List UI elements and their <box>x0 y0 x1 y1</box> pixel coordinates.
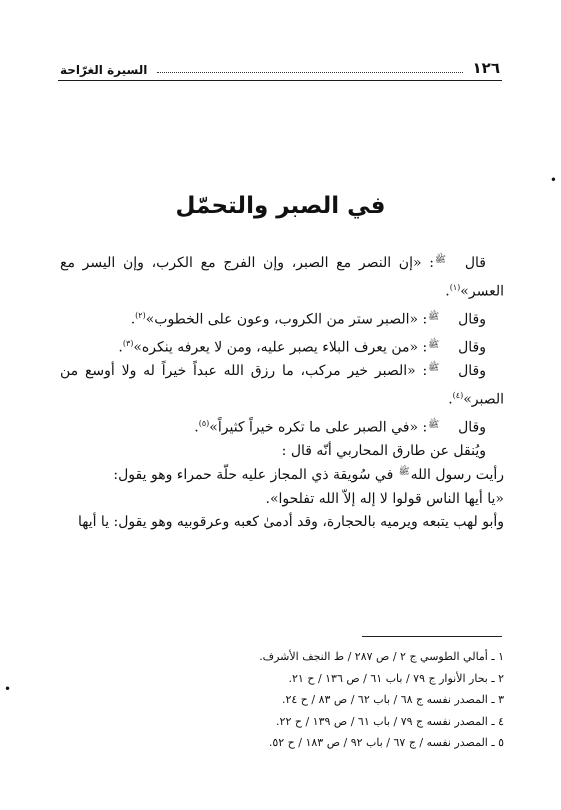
paragraph-1-quote: : «إن النصر مع الصبر، وإن الفرج مع الكرب، وإن اليسر مع العسر» <box>60 255 504 300</box>
paragraph-7 <box>60 464 504 488</box>
footnote-3: ٣ ـ المصدر نفسه ج ٦٨ / باب ٦٢ / ص ٨٣ / ح ٢٤. <box>281 693 504 706</box>
footnote-ref-1: (١) <box>449 282 461 292</box>
salutation-glyph <box>428 313 457 322</box>
paragraph-2-lead: وقال <box>458 311 486 328</box>
paragraph-4-quote: : «الصبر خير مركب، ما رزق الله عبداً خيراً له ولا أوسع من الصبر» <box>60 363 504 408</box>
book-title: السيرة الغرّاحة <box>60 63 148 77</box>
paragraph-5: وقالﷺ: «في الصبر على ما تكره خيراً كثيراً»$^{(٥)}$. <box>60 412 504 440</box>
paragraph-3-quote: : «من يعرف البلاء يصبر عليه، ومن لا يعرفه ينكره» <box>133 339 428 356</box>
paragraph-3-lead: وقال <box>458 339 486 356</box>
salutation-glyph <box>428 364 457 373</box>
footnote-ref-5: (٥) <box>198 419 210 429</box>
scan-mark-left: • <box>4 682 12 696</box>
paragraph-6: ويُنقل عن طارق المحاربي أنّه قال : <box>281 443 486 460</box>
footnote-separator <box>362 636 502 637</box>
paragraph-9: وأبو لهب يتبعه ويرميه بالحجارة، وقد أدمىٰ كعبه وعرقوبيه وهو يقول: يا أيها <box>77 514 504 531</box>
footnote-1: ١ ـ أمالي الطوسي ج ٢ / ص ٢٨٧ / ط النجف الأشرف. <box>259 650 504 663</box>
salutation-glyph <box>435 256 464 265</box>
salutation-glyph <box>399 468 410 477</box>
paragraph-5-quote: : «في الصبر على ما تكره خيراً كثيراً» <box>209 419 428 436</box>
paragraph-4: وقالﷺ: «الصبر خير مركب، ما رزق الله عبداً خيراً له ولا أوسع من الصبر»$^{(٤)}$. <box>60 360 504 412</box>
footnote-ref-4: (٤) <box>452 390 464 400</box>
paragraph-8: «يا أيها الناس قولوا لا إله إلاّ الله تفلحوا». <box>265 490 504 507</box>
footnote-ref-3: (٣) <box>122 339 134 349</box>
paragraph-1-lead: قال <box>464 255 486 271</box>
paragraph-7-rest: في سُويقة ذي المجاز عليه حلّة حمراء وهو يقول: <box>113 467 394 484</box>
paragraph-3: وقالﷺ: «من يعرف البلاء يصبر عليه، ومن لا يعرفه ينكره»$^{(٣)}$. <box>60 332 504 360</box>
paragraph-5-lead: وقال <box>458 419 486 436</box>
paragraph-2: وقالﷺ: «الصبر ستر من الكروب، وعون على الخطوب»$^{(٢)}$. <box>60 304 504 332</box>
paragraph-1: قالﷺ: «إن النصر مع الصبر، وإن الفرج مع الكرب، وإن اليسر مع العسر»$^{(١)}$. <box>60 252 504 304</box>
chapter-title: في الصبر والتحمّل <box>175 193 386 219</box>
paragraph-4-lead: وقال <box>458 363 486 380</box>
footnote-ref-2: (٢) <box>135 310 146 320</box>
running-header <box>58 52 502 81</box>
footnote-2: ٢ ـ بحار الأنوار ج ٧٩ / باب ٦١ / ص ١٣٦ / ح ٢١. <box>288 671 504 685</box>
salutation-glyph <box>428 341 457 350</box>
footnote-5: ٥ ـ المصدر نفسه / ج ٦٧ / باب ٩٢ / ص ١٨٣ / ح ٥٢. <box>268 736 504 749</box>
salutation-glyph <box>428 421 457 430</box>
page-number: ١٢٦ <box>472 59 500 77</box>
scan-mark-right: • <box>549 173 557 187</box>
paragraph-2-quote: : «الصبر ستر من الكروب، وعون على الخطوب» <box>145 311 428 328</box>
header-dot-leader <box>157 72 462 73</box>
body-text <box>60 252 504 535</box>
footnotes <box>60 646 504 754</box>
footnote-4: ٤ ـ المصدر نفسه ج ٧٩ / باب ٦١ / ص ١٣٩ / ح ٢٢. <box>276 714 504 728</box>
paragraph-7-lead: رأيت رسول الله <box>410 467 504 484</box>
